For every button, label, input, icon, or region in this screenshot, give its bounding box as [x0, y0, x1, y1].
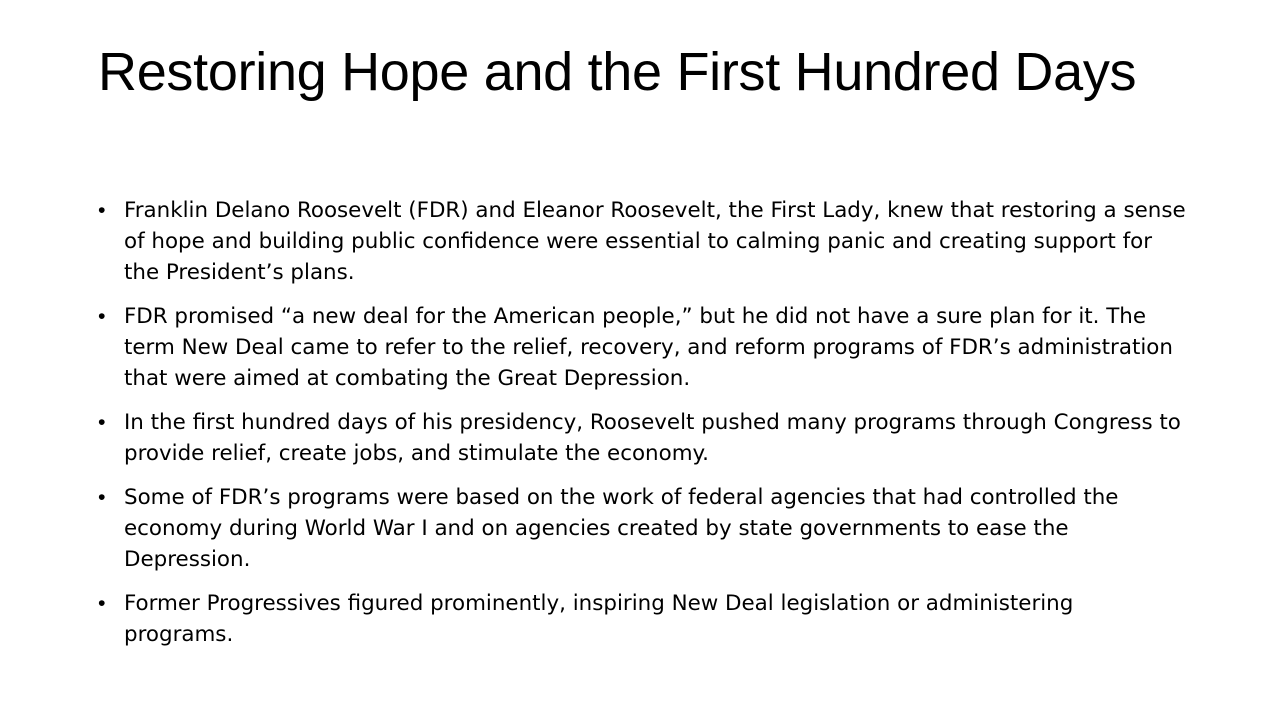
bullet-list	[98, 195, 1188, 663]
bullet-item	[98, 588, 1188, 650]
bullet-item	[98, 195, 1188, 288]
bullet-icon: •	[98, 591, 106, 615]
bullet-icon: •	[98, 304, 106, 328]
bullet-icon: •	[98, 485, 106, 509]
bullet-item	[98, 301, 1188, 394]
bullet-item	[98, 407, 1188, 469]
slide-title: Restoring Hope and the First Hundred Days	[98, 42, 1137, 102]
bullet-item	[98, 482, 1188, 575]
bullet-text: Former Progressives figured prominently, inspiring New Deal legislation or administering programs.	[124, 591, 1074, 647]
bullet-icon: •	[98, 198, 106, 222]
bullet-text: FDR promised “a new deal for the American people,” but he did not have a sure plan for it. The term New Deal came to refer to the relief, recovery, and reform programs of FDR’s administration that were aimed at combating the Great Depression.	[124, 304, 1173, 391]
bullet-text: Franklin Delano Roosevelt (FDR) and Eleanor Roosevelt, the First Lady, knew that restoring a sense of hope and building public confidence were essential to calming panic and creating support for the President’s plans.	[124, 198, 1186, 285]
bullet-text: In the first hundred days of his presidency, Roosevelt pushed many programs through Congress to provide relief, create jobs, and stimulate the economy.	[124, 410, 1181, 466]
bullet-text: Some of FDR’s programs were based on the work of federal agencies that had controlled the economy during World War I and on agencies created by state governments to ease the Depression.	[124, 485, 1119, 572]
bullet-icon: •	[98, 410, 106, 434]
